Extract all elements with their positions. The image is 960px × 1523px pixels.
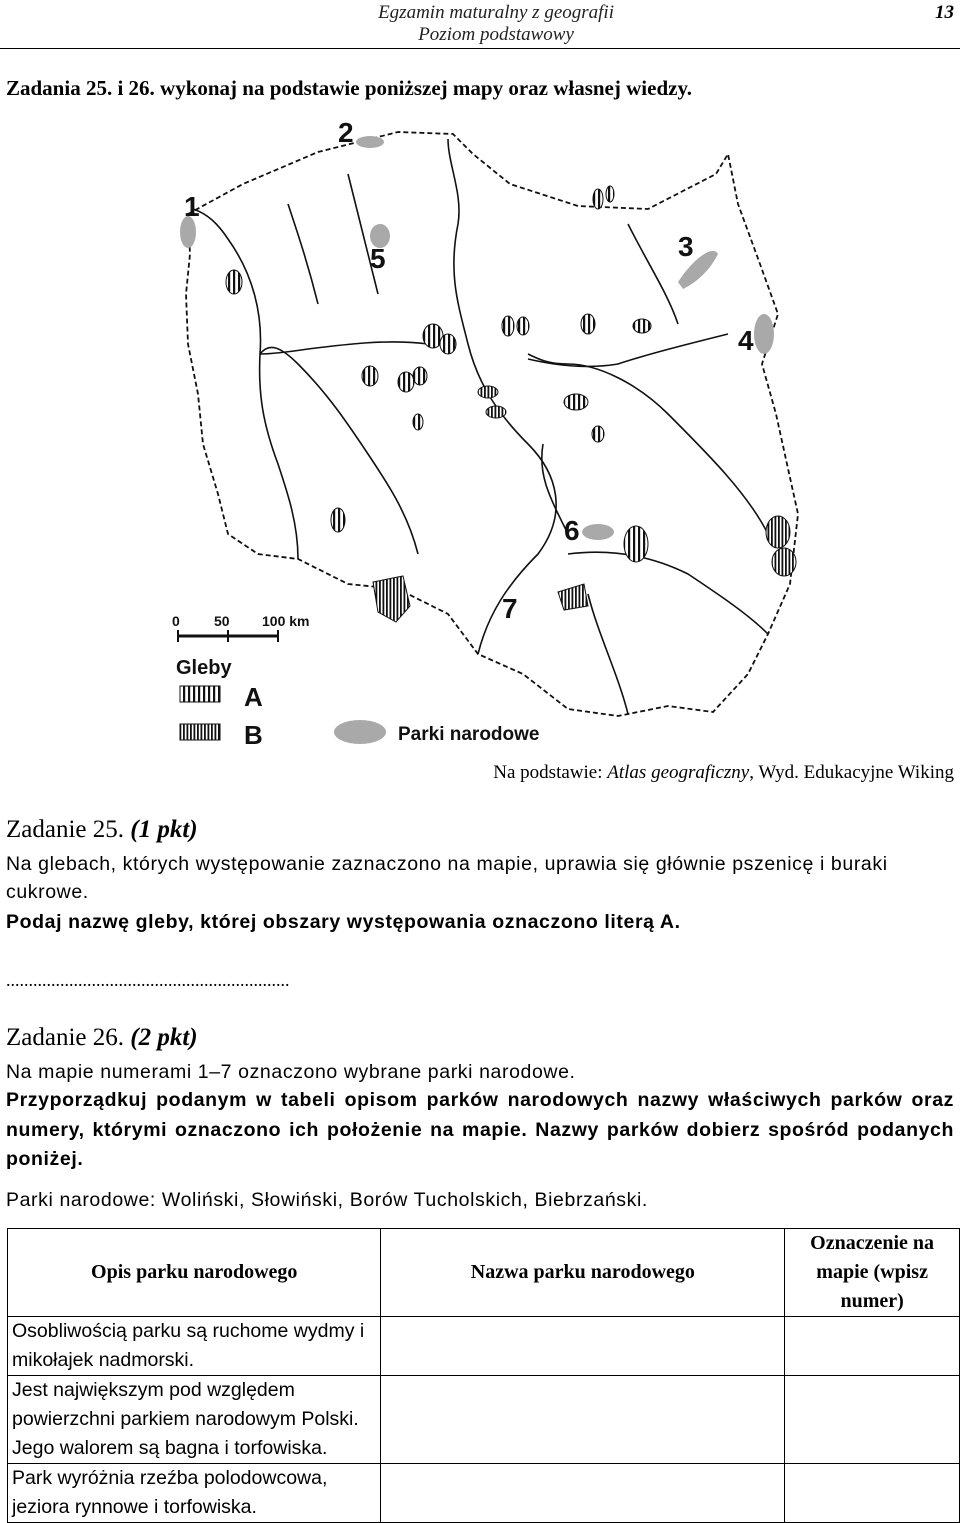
row1-description: Osobliwością parku są ruchome wydmy i mikołajek nadmorski.: [8, 1317, 381, 1376]
task26-title: [6, 1024, 198, 1052]
river-noteć: [260, 342, 428, 354]
river-vistula: [448, 139, 556, 654]
header-description: Opis parku narodowego: [8, 1229, 381, 1317]
river-south-a: [588, 594, 628, 714]
task26-text: Na mapie numerami 1–7 oznaczono wybrane parki narodowe.: [6, 1061, 576, 1083]
river-oder: [193, 209, 298, 559]
map-label-4: 4: [738, 325, 754, 356]
header-park-name: Nazwa parku narodowego: [381, 1229, 785, 1317]
task25-instruction: Podaj nazwę gleby, której obszary występowania oznaczono literą A.: [6, 911, 681, 933]
legend-park-swatch: [334, 720, 386, 744]
row2-name-cell[interactable]: [381, 1376, 785, 1464]
map-label-6: 6: [564, 515, 580, 546]
park-6: [582, 524, 614, 540]
header-map-number: Oznaczenie na mapie (wpisz numer): [785, 1229, 960, 1317]
scale-tick-100: 100 km: [262, 613, 310, 629]
task25-title: [6, 816, 198, 844]
river-narew: [528, 334, 728, 366]
source-title: Atlas geograficzny: [607, 762, 750, 783]
exam-level: Poziom podstawowy: [418, 24, 574, 45]
legend-soil-a: A: [244, 682, 263, 712]
river-bug: [528, 354, 768, 534]
task25-points: (1 pkt): [130, 816, 198, 843]
scale-tick-0: 0: [172, 613, 180, 629]
row1-name-cell[interactable]: [381, 1317, 785, 1376]
map-label-3: 3: [678, 231, 694, 262]
map-label-2: 2: [338, 117, 354, 148]
row3-description: Park wyróżnia rzeźba polodowcowa, jeziora rynnowe i torfowiska.: [8, 1464, 381, 1523]
map-source: [493, 762, 954, 784]
scale-tick-50: 50: [214, 613, 230, 629]
row1-number-cell[interactable]: [785, 1317, 960, 1376]
page-header: [0, 0, 960, 49]
park-2: [356, 136, 384, 148]
poland-map: [148, 114, 824, 750]
task26-parks-list: Parki narodowe: Woliński, Słowiński, Borów Tucholskich, Biebrzański.: [6, 1189, 648, 1211]
row3-number-cell[interactable]: [785, 1464, 960, 1523]
task25-number: Zadanie 25.: [6, 816, 125, 843]
map-label-7: 7: [502, 593, 518, 624]
source-prefix: Na podstawie:: [493, 762, 608, 783]
park-4: [754, 314, 774, 354]
row3-name-cell[interactable]: [381, 1464, 785, 1523]
task25-text: Na glebach, których występowanie zaznaczono na mapie, uprawia się głównie pszenicę i buraki cukrowe.: [6, 853, 888, 903]
legend-soils-title: Gleby: [176, 657, 232, 679]
river-san: [568, 552, 768, 634]
row2-number-cell[interactable]: [785, 1376, 960, 1464]
river-north-b: [288, 204, 318, 304]
river-east-a: [628, 224, 678, 324]
task26-instruction: Przyporządkuj podanym w tabeli opisom parków narodowych nazwy właściwych parków oraz numery, którymi oznaczono ich położenie na mapie. Nazwy parków dobierz spośród podanych poniżej.: [6, 1089, 954, 1170]
national-parks: [180, 136, 774, 540]
row2-description: Jest największym pod względem powierzchni parkiem narodowym Polski. Jego walorem są bagna i torfowiska.: [8, 1376, 381, 1464]
legend-soil-b-swatch: [180, 724, 220, 740]
legend-parks-label: Parki narodowe: [398, 724, 540, 745]
scale-bar: [172, 613, 309, 642]
page-number: 13: [935, 2, 954, 23]
answer-table: [7, 1228, 960, 1523]
legend-soil-a-swatch: [180, 686, 220, 702]
map-legend: [176, 657, 540, 750]
map-label-1: 1: [184, 191, 200, 222]
map-label-5: 5: [370, 243, 386, 274]
exam-name: Egzamin maturalny z geografii: [378, 2, 614, 23]
task26-points: (2 pkt): [130, 1024, 198, 1051]
task26-number: Zadanie 26.: [6, 1024, 125, 1051]
task25-answer-field[interactable]: ...............................................................: [6, 970, 290, 990]
header-title: [378, 2, 614, 46]
legend-soil-b: B: [244, 720, 263, 750]
intro-instruction: Zadania 25. i 26. wykonaj na podstawie poniższej mapy oraz własnej wiedzy.: [6, 76, 693, 100]
source-suffix: , Wyd. Edukacyjne Wiking: [749, 762, 954, 783]
